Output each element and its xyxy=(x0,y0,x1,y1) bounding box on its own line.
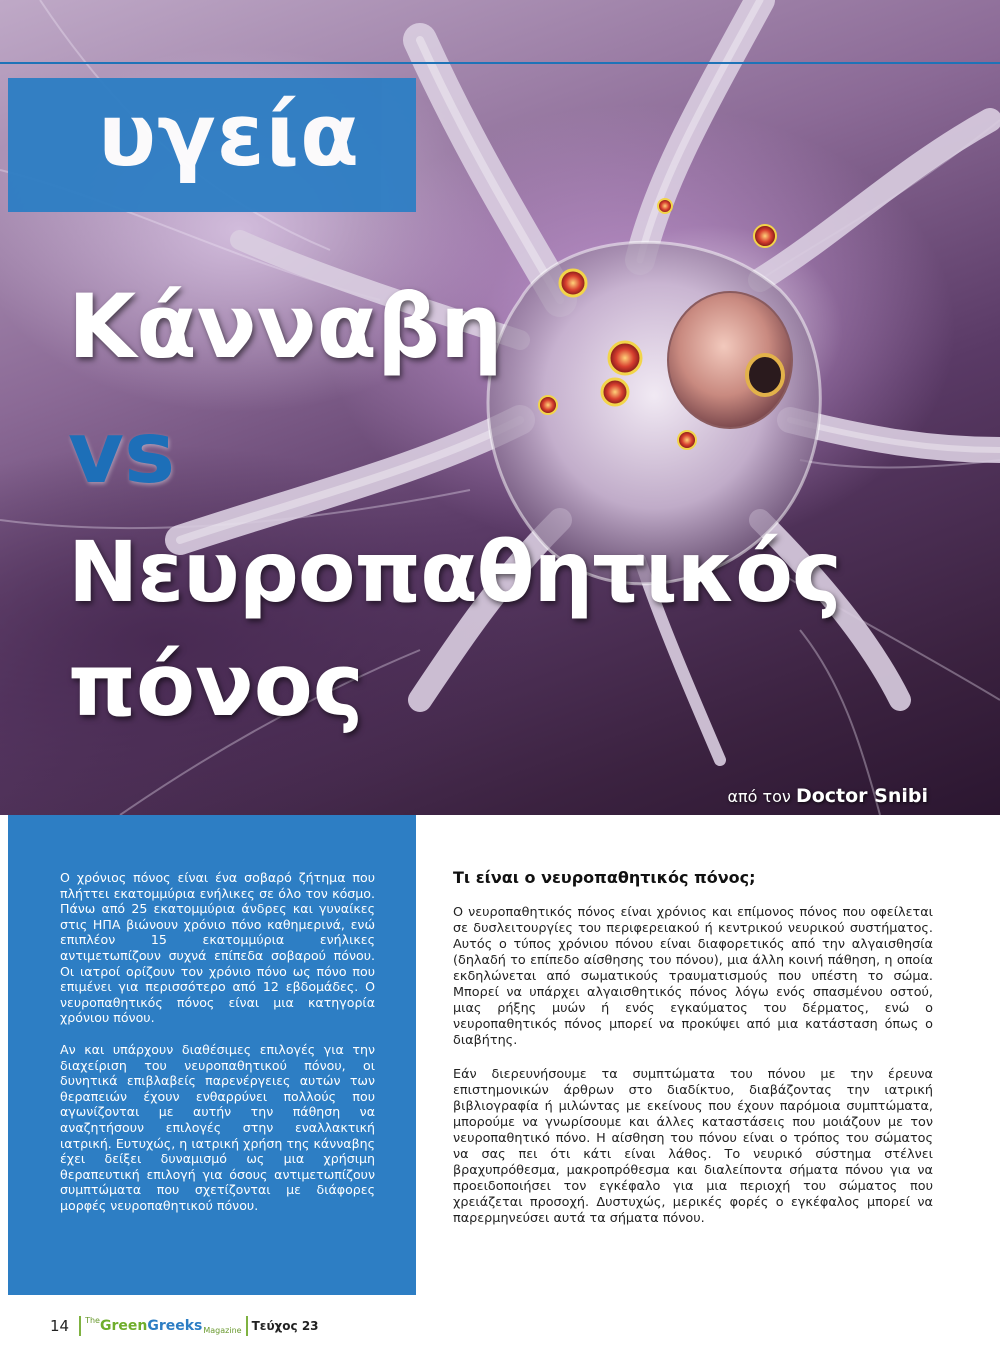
sidebar-paragraph-2: Αν και υπάρχουν διαθέσιμες επιλογές για την διαχείριση του νευροπαθητικού πόνου, οι δυνητικά επιβλαβείς παρενέργειες αυτών των θεραπειών έχουν ενθαρρύνει πολλούς που αγωνίζονται με αυτήν την πάθηση να αναζητήσουν επιλογές στην εναλλακτική ιατρική. Ευτυχώς, η ιατρική χρήση της κάνναβης έχει δείξει δυναμισμό ως μια χρήσιμη θεραπευτική επιλογή για όσους αντιμετωπίζουν συμπτώματα που σχετίζονται με διάφορες μορφές νευροπαθητικού πόνου. xyxy=(60,1041,375,1213)
issue-number: Τεύχος 23 xyxy=(251,1319,319,1333)
section-label: υγεία xyxy=(98,86,361,186)
byline xyxy=(727,785,928,807)
main-paragraph-2: Εάν διερευνήσουμε τα συμπτώματα του πόνου με την έρευνα επιστημονικών άρθρων στο διαδίκτυο, διαβάζοντας την ιατρική βιβλιογραφία ή μιλώντας με εκείνους που έχουν παρόμοια συμπτώματα, μπορούμε να γνωρίσουμε και άλλες καταστάσεις που μοιάζουν με τον νευροπαθητικό πόνο. Η αίσθηση του πόνου είναι ο τρόπος του σώματος να σας πει ότι κάτι είναι λάθος. Το νευρικό σύστημα στέλνει βραχυπρόθεσμα, μακροπρόθεσμα και διαλείποντα σήματα πόνου για να προειδοποιήσει τον εγκέφαλο για μια περιοχή του σώματος που χρειάζεται προσοχή. Δυστυχώς, μερικές φορές ο εγκέφαλος μπορεί να παρερμηνεύσει αυτά τα σήματα πόνου. xyxy=(453,1067,933,1226)
page-number: 14 xyxy=(50,1317,70,1335)
top-rule xyxy=(0,62,1000,64)
title-line-3: Νευροπαθητικός xyxy=(68,523,841,621)
byline-prefix: από τον xyxy=(727,787,791,806)
sidebar-text xyxy=(60,870,375,1229)
footer-separator xyxy=(79,1316,81,1336)
main-heading: Τι είναι ο νευροπαθητικός πόνος; xyxy=(453,868,756,887)
section-tag xyxy=(8,78,416,212)
main-paragraph-1: Ο νευροπαθητικός πόνος είναι χρόνιος και επίμονος πόνος που οφείλεται σε δυσλειτουργίες του περιφερειακού ή κεντρικού νευρικού συστήματος. Αυτός ο τύπος χρόνιου πόνου είναι διαφορετικός από την αλγαισθησία (δηλαδή το επίπεδο αίσθησης του πόνου), μια άλλη κοινή πάθηση, η οποία εκδηλώνεται από σωματικούς τραυματισμούς που υπέστη το σώμα. Μπορεί να υπάρχει αλγαισθητικός πόνος λόγω ενός σπασμένου οστού, μιας ρήξης μυών ή ενός εγκαύματος του δέρματος, ενώ ο νευροπαθητικός πόνος μπορεί να προκύψει από μια κατάσταση όπως ο διαβήτης. xyxy=(453,905,933,1048)
title-line-1: Κάνναβη xyxy=(68,275,503,378)
sidebar-paragraph-1: Ο χρόνιος πόνος είναι ένα σοβαρό ζήτημα που πλήττει εκατομμύρια ενήλικες σε όλο τον κόσμο. Πάνω από 25 εκατομμύρια άνδρες και γυναίκες στις ΗΠΑ βιώνουν χρόνιο πόνο καθημερινά, ενώ επιπλέον 15 εκατομμύρια ενήλικες αντιμετωπίζουν συχνά επίπεδα σοβαρού πόνου. Οι ιατροί ορίζουν τον χρόνιο πόνο ως πόνο που επιμένει για περισσότερο από 12 εβδομάδες. Ο νευροπαθητικός πόνος είναι μια κατηγορία χρόνιου πόνου. xyxy=(60,870,375,1026)
brand-greeks: Greeks xyxy=(147,1318,203,1334)
title-line-2: vs xyxy=(68,403,176,503)
footer-separator-2 xyxy=(246,1316,248,1336)
page-footer xyxy=(50,1314,319,1338)
byline-author: Doctor Snibi xyxy=(795,785,928,807)
brand-the: The xyxy=(85,1316,100,1325)
title-line-4: πόνος xyxy=(68,636,364,736)
brand-green: Green xyxy=(99,1318,148,1334)
brand-magazine: Magazine xyxy=(203,1326,242,1335)
main-column xyxy=(453,868,933,1245)
